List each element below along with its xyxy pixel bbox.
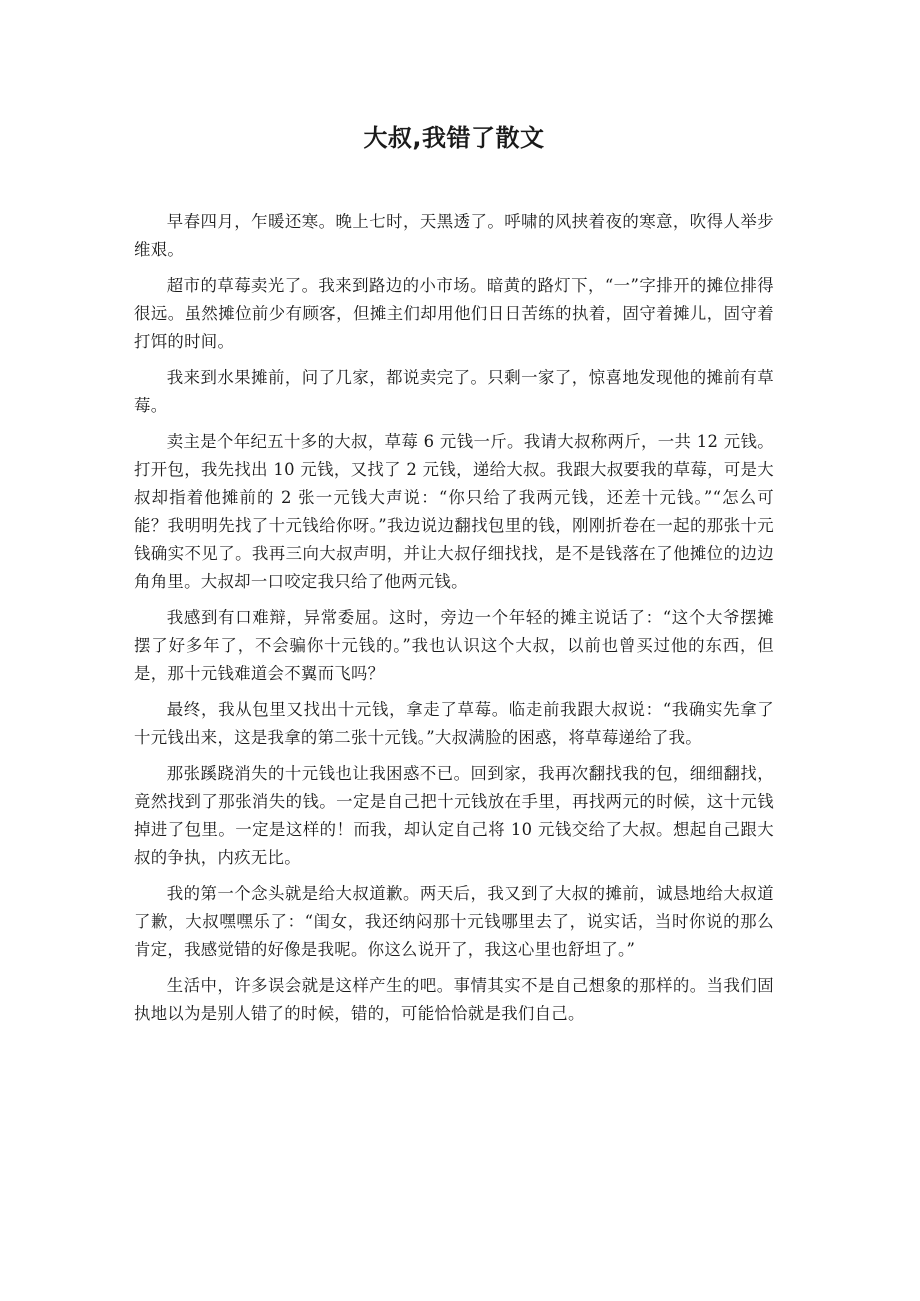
paragraph: 早春四月，乍暖还寒。晚上七时，天黑透了。呼啸的风挟着夜的寒意，吹得人举步维艰。 [134, 212, 774, 259]
paragraph: 超市的草莓卖光了。我来到路边的小市场。暗黄的路灯下，“一”字排开的摊位排得很远。虽然摊位前少有顾客，但摊主们却用他们日日苦练的执着，固守着摊儿，固守着打饵的时间。 [134, 276, 774, 351]
paragraph: 我来到水果摊前，问了几家，都说卖完了。只剩一家了，惊喜地发现他的摊前有草莓。 [134, 368, 774, 415]
paragraph: 生活中，许多误会就是这样产生的吧。事情其实不是自己想象的那样的。当我们固执地以为是别人错了的时候，错的，可能恰恰就是我们自己。 [134, 976, 774, 1023]
paragraph: 那张蹊跷消失的十元钱也让我困惑不已。回到家，我再次翻找我的包，细细翻找，竟然找到了那张消失的钱。一定是自己把十元钱放在手里，再找两元的时候，这十元钱掉进了包里。一定是这样的！而我，却认定自己将 10 元钱交给了大叔。想起自己跟大叔的争执，内疚无比。 [134, 764, 774, 867]
document-title: 大叔,我错了散文 [363, 124, 545, 152]
paragraph: 最终，我从包里又找出十元钱，拿走了草莓。临走前我跟大叔说：“我确实先拿了十元钱出来，这是我拿的第二张十元钱。”大叔满脸的困惑，将草莓递给了我。 [134, 700, 774, 747]
paragraph: 卖主是个年纪五十多的大叔，草莓 6 元钱一斤。我请大叔称两斤，一共 12 元钱。打开包，我先找出 10 元钱，又找了 2 元钱，递给大叔。我跟大叔要我的草莓，可是大叔却指着他摊前的 2 张一元钱大声说：“你只给了我两元钱，还差十元钱。”“怎么可能？我明明先找了十元钱给你呀。”我边说边翻找包里的钱，刚刚折卷在一起的那张十元钱确实不见了。我再三向大叔声明，并让大叔仔细找找，是不是钱落在了他摊位的边边角角里。大叔却一口咬定我只给了他两元钱。 [134, 432, 774, 591]
paragraph: 我感到有口难辩，异常委屈。这时，旁边一个年轻的摊主说话了：“这个大爷摆摊摆了好多年了，不会骗你十元钱的。”我也认识这个大叔，以前也曾买过他的东西，但是，那十元钱难道会不翼而飞吗？ [134, 608, 774, 683]
paragraph: 我的第一个念头就是给大叔道歉。两天后，我又到了大叔的摊前，诚恳地给大叔道了歉，大叔嘿嘿乐了：“闺女，我还纳闷那十元钱哪里去了，说实话，当时你说的那么肯定，我感觉错的好像是我呢。你这么说开了，我这心里也舒坦了。” [134, 884, 774, 959]
document-body [134, 204, 774, 1032]
